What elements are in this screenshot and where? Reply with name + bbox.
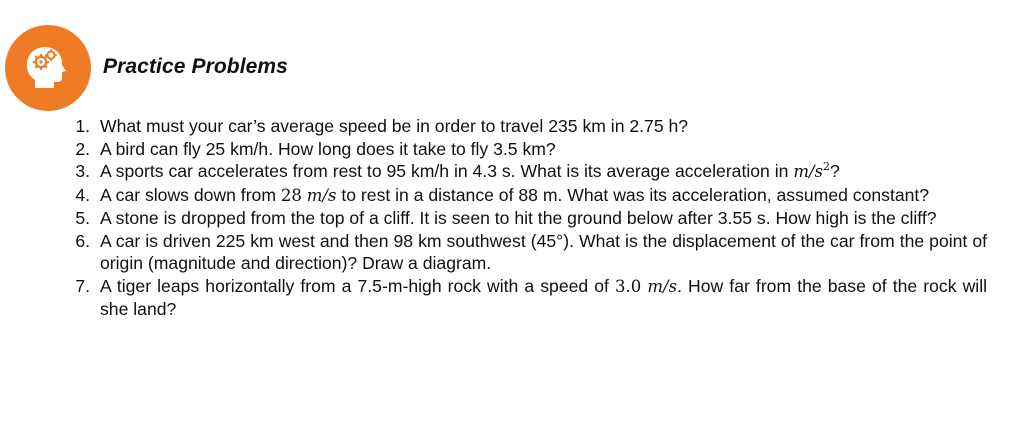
problem-number: 2. bbox=[75, 138, 90, 159]
problem-text: A tiger leaps horizontally from a 7.5-m-high rock with a speed of bbox=[100, 275, 609, 296]
unit: m/s bbox=[306, 185, 337, 205]
problem-text-end: to rest in a distance of 88 m. What was its acceleration, assumed constant? bbox=[341, 184, 930, 205]
problem-number: 3. bbox=[75, 161, 90, 181]
problem-text: A sports car accelerates from rest to 95 km/h in 4.3 s. What is its average acceleration in bbox=[100, 161, 789, 181]
problem-text: A car slows down from bbox=[100, 184, 276, 205]
problem-text-end: ? bbox=[830, 161, 840, 181]
problem-7 bbox=[62, 275, 987, 321]
unit: m/s bbox=[647, 276, 678, 296]
unit: m/s bbox=[793, 162, 823, 181]
problem-number: 6. bbox=[75, 230, 90, 251]
problem-6 bbox=[62, 230, 987, 275]
problem-2 bbox=[62, 138, 987, 161]
problem-5 bbox=[62, 207, 987, 230]
problem-text: What must your car’s average speed be in order to travel 235 km in 2.75 h? bbox=[100, 116, 689, 136]
head-gears-icon bbox=[5, 25, 91, 111]
problem-3 bbox=[62, 160, 987, 184]
problem-text: A stone is dropped from the top of a cliff. It is seen to hit the ground below after 3.55 s. How high is the cliff? bbox=[100, 208, 937, 228]
problem-list bbox=[62, 115, 987, 321]
problem-number: 5. bbox=[75, 208, 90, 228]
problem-text: A car is driven 225 km west and then 98 km southwest (45°). What is the displacement of the car from the point of origin (magnitude and direction)? Draw a diagram. bbox=[100, 230, 987, 273]
unit-exponent: 2 bbox=[823, 160, 830, 173]
problem-number: 7. bbox=[75, 275, 90, 296]
problem-text-end: . How far from the base of the rock will she land? bbox=[100, 275, 988, 319]
problem-4 bbox=[62, 184, 987, 208]
problem-number: 1. bbox=[75, 116, 90, 136]
problem-number: 4. bbox=[75, 184, 90, 205]
value: 28 bbox=[280, 185, 302, 205]
problem-1 bbox=[62, 115, 987, 138]
page-title: Practice Problems bbox=[103, 55, 288, 78]
value: 3.0 bbox=[615, 276, 642, 296]
practice-badge bbox=[5, 25, 91, 111]
problem-text: A bird can fly 25 km/h. How long does it take to fly 3.5 km? bbox=[100, 138, 556, 159]
